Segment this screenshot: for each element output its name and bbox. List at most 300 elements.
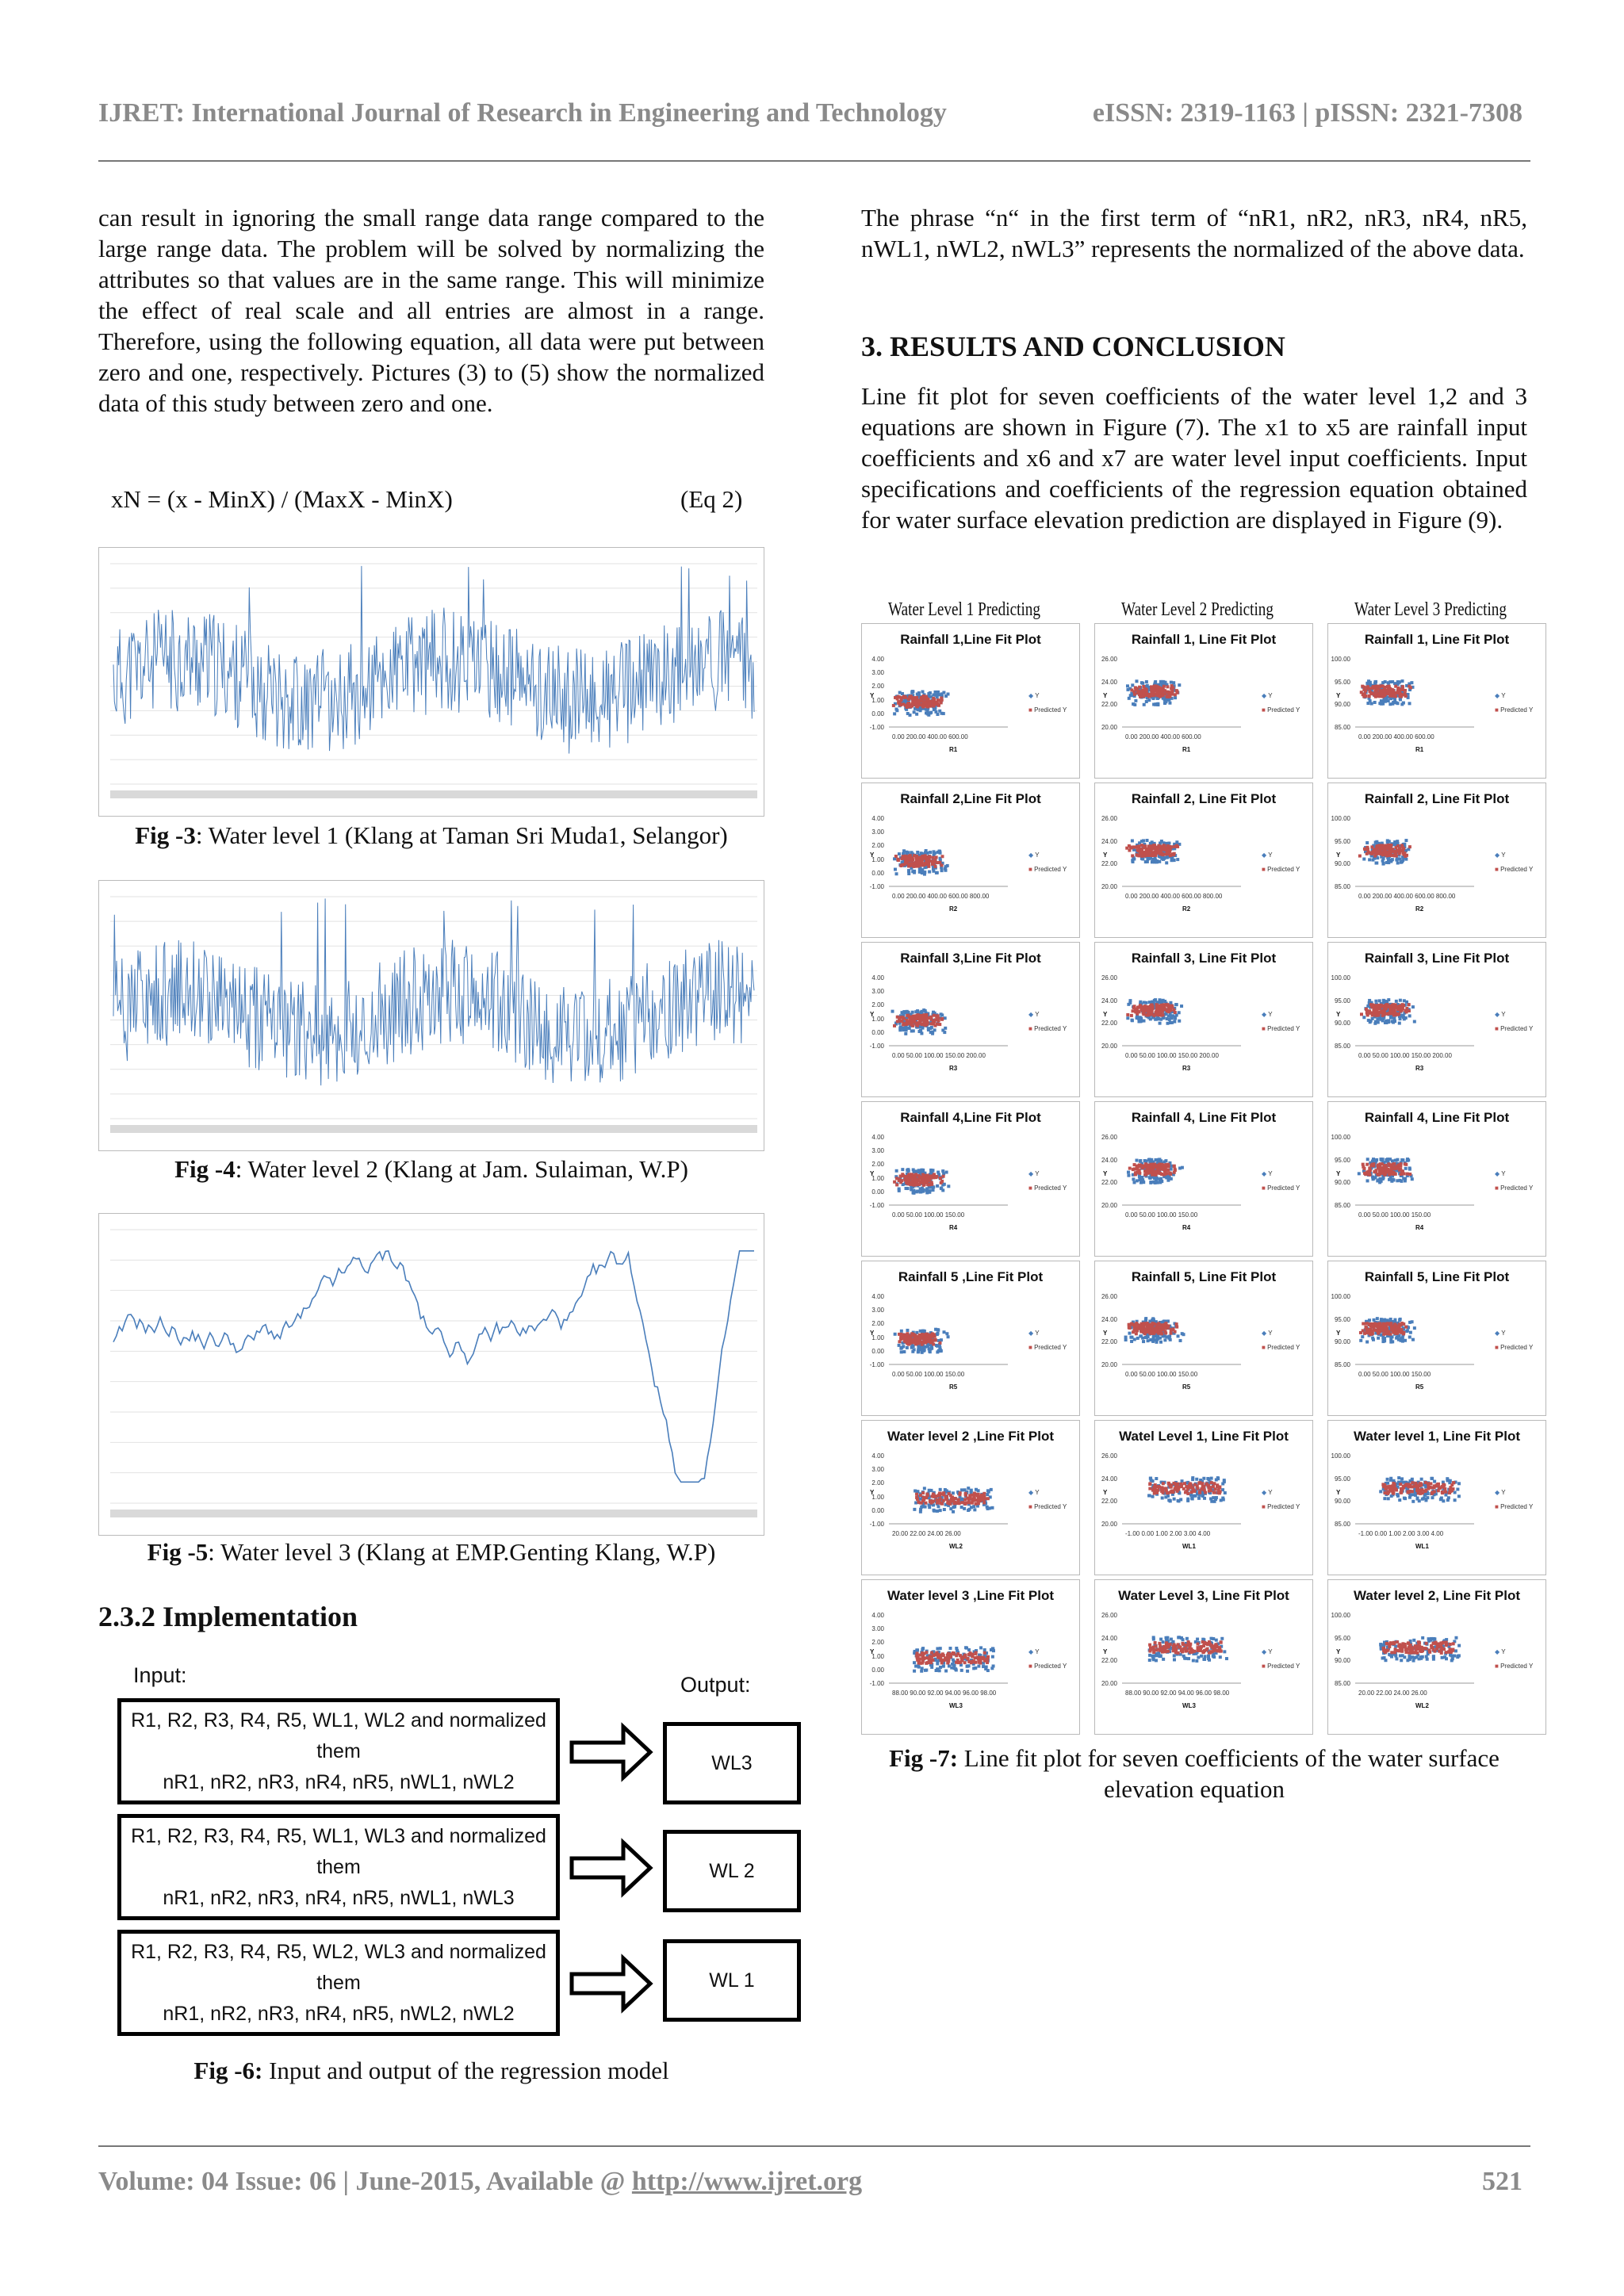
actual-point	[940, 1338, 943, 1341]
predicted-point	[964, 1494, 967, 1497]
predicted-point	[938, 861, 941, 864]
actual-point	[1163, 1335, 1166, 1338]
predicted-point	[1154, 1487, 1157, 1490]
actual-point	[1404, 1177, 1407, 1181]
actual-point	[1153, 1177, 1156, 1180]
predicted-point	[898, 1178, 901, 1181]
fig3-caption	[98, 820, 764, 851]
actual-point	[1187, 1657, 1190, 1660]
actual-point	[991, 1655, 994, 1659]
predicted-point	[1360, 1012, 1363, 1016]
x-tick-labels: -1.00 0.00 1.00 2.00 3.00 4.00	[1358, 1530, 1444, 1537]
predicted-point	[934, 865, 937, 868]
input-box-1-line2: nR1, nR2, nR3, nR4, nR5, nWL1, nWL2	[163, 1770, 515, 1793]
predicted-point	[1134, 846, 1137, 849]
predicted-point	[1174, 1330, 1177, 1334]
x-tick-labels: 0.00 50.00 100.00 150.00	[1125, 1211, 1198, 1219]
actual-point	[1398, 1022, 1401, 1025]
predicted-point	[907, 698, 910, 701]
plot-title: Water level 2 ,Line Fit Plot	[887, 1429, 1055, 1444]
predicted-point	[1208, 1490, 1211, 1493]
predicted-point	[1202, 1485, 1205, 1488]
line-fit-plot	[1094, 1261, 1313, 1416]
actual-point	[967, 1648, 971, 1651]
actual-point	[1399, 1318, 1402, 1321]
actual-point	[963, 1507, 966, 1510]
actual-point	[1215, 1639, 1218, 1642]
predicted-point	[930, 1651, 933, 1655]
predicted-point	[1154, 1483, 1157, 1487]
y-tick-label: 2.00	[871, 1001, 884, 1009]
actual-point	[1165, 861, 1168, 864]
predicted-point	[1385, 1326, 1388, 1330]
actual-point	[1170, 1165, 1173, 1168]
actual-point	[1372, 1177, 1375, 1181]
actual-point	[936, 1669, 939, 1672]
predicted-point	[963, 1661, 967, 1664]
scatter-plot	[889, 1134, 1048, 1221]
actual-point	[1168, 702, 1171, 705]
fig4-chart	[98, 880, 764, 1151]
predicted-point	[945, 1495, 948, 1498]
actual-point	[1373, 680, 1377, 683]
predicted-point	[921, 1651, 924, 1655]
scatter-plot	[889, 1452, 1048, 1540]
predicted-point	[1130, 846, 1133, 849]
actual-point	[1403, 1497, 1406, 1500]
y-tick-label: -1.00	[869, 1043, 884, 1050]
x-axis-label: R2	[949, 905, 958, 913]
x-axis-labels	[110, 790, 757, 798]
predicted-point	[1396, 1332, 1399, 1335]
y-tick-label: 0.00	[871, 1506, 884, 1514]
predicted-point	[1381, 1172, 1384, 1175]
actual-point	[921, 1330, 925, 1333]
actual-point	[1179, 1339, 1182, 1342]
arrow-right-icon	[572, 1843, 650, 1893]
y-tick-label: 26.00	[1101, 656, 1117, 663]
scatter-plot	[1355, 1134, 1514, 1221]
y-tick-label: 24.00	[1101, 837, 1117, 845]
x-axis-label: WL1	[1415, 1543, 1429, 1550]
actual-point	[1173, 859, 1176, 862]
predicted-point	[1450, 1488, 1453, 1491]
predicted-point	[1403, 851, 1406, 855]
actual-point	[1180, 1004, 1183, 1008]
predicted-point	[921, 1499, 925, 1502]
legend-predicted: ■ Predicted Y	[1262, 706, 1300, 714]
predicted-point	[1137, 1327, 1140, 1330]
legend-predicted: ■ Predicted Y	[1028, 1025, 1067, 1032]
predicted-point	[1180, 1483, 1183, 1486]
actual-point	[929, 851, 932, 854]
predicted-point	[1407, 1485, 1410, 1488]
actual-point	[1375, 1158, 1378, 1161]
actual-point	[948, 1647, 952, 1650]
predicted-point	[1146, 1006, 1149, 1009]
predicted-point	[1152, 851, 1155, 854]
actual-point	[913, 870, 916, 873]
actual-point	[929, 691, 932, 695]
actual-point	[914, 1665, 917, 1668]
x-axis-label: R1	[949, 746, 958, 753]
predicted-point	[927, 1016, 930, 1020]
predicted-point	[1383, 692, 1386, 695]
legend-actual: ◆ Y	[1028, 1170, 1040, 1177]
predicted-point	[1159, 852, 1162, 855]
actual-point	[1136, 1016, 1139, 1020]
x-tick-labels: 0.00 200.00 400.00 600.00 800.00	[1125, 893, 1223, 900]
actual-point	[1418, 1499, 1421, 1502]
predicted-point	[1151, 694, 1154, 697]
y-tick-label: 26.00	[1101, 1612, 1117, 1619]
actual-point	[1179, 1498, 1182, 1501]
predicted-point	[925, 1502, 928, 1505]
predicted-point	[1138, 1172, 1141, 1175]
y-tick-label: 95.00	[1334, 997, 1350, 1004]
predicted-point	[1404, 1162, 1407, 1165]
line-fit-plot	[861, 1101, 1080, 1257]
actual-point	[1382, 857, 1385, 860]
legend-predicted-label: Predicted Y	[1267, 1184, 1300, 1192]
legend-actual: ◆ Y	[1495, 1011, 1506, 1018]
x-tick-labels: 0.00 50.00 100.00 150.00 200.00	[1125, 1052, 1219, 1059]
predicted-point	[1207, 1486, 1210, 1489]
predicted-point	[929, 1022, 933, 1025]
y-tick-label: 4.00	[871, 1612, 884, 1619]
predicted-point	[1408, 845, 1411, 848]
actual-point	[1132, 702, 1135, 706]
equation: xN = (x - MinX) / (MaxX - MinX)	[111, 485, 453, 513]
predicted-point	[1170, 1004, 1173, 1008]
predicted-point	[983, 1651, 986, 1655]
predicted-point	[1169, 1172, 1172, 1175]
predicted-point	[916, 856, 919, 859]
predicted-point	[906, 1333, 909, 1336]
actual-point	[1421, 1498, 1424, 1501]
predicted-point	[1144, 1327, 1147, 1330]
predicted-point	[1402, 1485, 1405, 1488]
predicted-point	[948, 1502, 952, 1506]
actual-point	[1190, 1497, 1193, 1500]
y-tick-label: 85.00	[1334, 1521, 1350, 1528]
actual-point	[1396, 1483, 1399, 1486]
actual-point	[1142, 1181, 1145, 1184]
predicted-point	[1392, 1013, 1396, 1016]
predicted-point	[893, 1024, 896, 1027]
plot-title: Rainfall 1,Line Fit Plot	[900, 632, 1041, 647]
predicted-point	[955, 1502, 958, 1505]
predicted-point	[1163, 846, 1166, 849]
actual-point	[914, 1170, 917, 1173]
predicted-point	[971, 1652, 974, 1655]
predicted-point	[1150, 689, 1153, 692]
predicted-point	[1369, 1330, 1373, 1333]
predicted-point	[1423, 1490, 1426, 1493]
predicted-point	[979, 1660, 982, 1663]
actual-point	[940, 1013, 944, 1016]
x-axis-label: R3	[949, 1065, 958, 1072]
y-tick-label: -1.00	[869, 1521, 884, 1528]
predicted-point	[1371, 687, 1374, 690]
actual-point	[920, 851, 923, 855]
predicted-point	[940, 1180, 944, 1183]
actual-point	[1407, 1158, 1410, 1161]
legend-actual-label: Y	[1501, 851, 1506, 859]
predicted-point	[1379, 852, 1382, 855]
predicted-point	[1155, 1004, 1159, 1008]
predicted-point	[946, 1656, 949, 1659]
actual-point	[986, 1493, 989, 1496]
predicted-point	[1402, 847, 1405, 850]
actual-point	[900, 1350, 903, 1353]
y-tick-label: 4.00	[871, 1293, 884, 1300]
actual-point	[1398, 1498, 1401, 1502]
actual-point	[1426, 1496, 1429, 1499]
legend-actual: ◆ Y	[1495, 1330, 1506, 1337]
input-box-3-line1: R1, R2, R3, R4, R5, WL2, WL3 and normalized them	[131, 1940, 546, 1994]
predicted-point	[1157, 1164, 1160, 1167]
predicted-point	[1404, 689, 1407, 692]
predicted-point	[926, 1494, 929, 1497]
predicted-point	[1404, 1326, 1408, 1329]
predicted-point	[1398, 691, 1401, 695]
predicted-point	[1162, 1482, 1165, 1485]
actual-point	[1371, 1017, 1374, 1020]
actual-point	[932, 1188, 935, 1192]
actual-point	[1173, 1498, 1176, 1501]
predicted-point	[1393, 854, 1396, 857]
actual-point	[944, 869, 947, 872]
actual-point	[927, 1027, 930, 1030]
predicted-point	[1149, 1165, 1152, 1168]
actual-point	[1140, 1176, 1143, 1179]
legend-actual: ◆ Y	[1262, 1011, 1273, 1018]
actual-point	[1154, 682, 1157, 685]
predicted-point	[1156, 1489, 1159, 1492]
x-tick-labels: 0.00 200.00 400.00 600.00	[1358, 733, 1434, 740]
actual-point	[1409, 1331, 1412, 1334]
actual-point	[1385, 861, 1388, 864]
x-axis-labels	[110, 1125, 757, 1133]
actual-point	[1155, 860, 1158, 863]
predicted-point	[914, 1173, 917, 1176]
actual-point	[1405, 1001, 1408, 1004]
line-fit-plot	[861, 942, 1080, 1097]
actual-point	[913, 1670, 916, 1673]
actual-point	[1454, 1490, 1457, 1494]
actual-point	[916, 1189, 919, 1192]
predicted-point	[1150, 1010, 1153, 1013]
actual-point	[908, 1027, 911, 1030]
fig5-chart	[98, 1213, 764, 1536]
predicted-point	[1141, 695, 1144, 698]
predicted-point	[916, 1659, 919, 1662]
line-fit-plot	[1094, 1420, 1313, 1575]
right-paragraph-1: The phrase “n“ in the first term of “nR1, nR2, nR3, nR4, nR5, nWL1, nWL2, nWL3” represents the normalized of the above data.	[861, 204, 1527, 262]
predicted-point	[936, 701, 939, 704]
actual-point	[925, 1191, 929, 1194]
actual-point	[910, 1188, 913, 1191]
predicted-point	[1362, 1322, 1365, 1326]
fig4-number: Fig -4	[174, 1155, 236, 1183]
predicted-point	[1165, 1487, 1168, 1490]
actual-point	[894, 868, 897, 871]
y-axis-label: Y	[870, 1330, 875, 1337]
y-tick-label: 22.00	[1101, 1338, 1117, 1346]
actual-point	[1146, 684, 1149, 687]
actual-point	[1401, 679, 1404, 683]
actual-point	[1168, 1335, 1171, 1338]
predicted-point	[946, 1661, 949, 1664]
legend-actual-label: Y	[1035, 1489, 1040, 1496]
actual-point	[1167, 1015, 1170, 1018]
predicted-point	[1140, 848, 1143, 851]
actual-point	[895, 709, 898, 712]
predicted-point	[925, 860, 929, 863]
y-tick-label: 4.00	[871, 815, 884, 822]
actual-point	[1413, 1326, 1416, 1330]
predicted-point	[1385, 689, 1388, 692]
predicted-point	[1148, 1487, 1151, 1490]
predicted-point	[896, 1016, 899, 1019]
actual-point	[1400, 1158, 1404, 1161]
actual-point	[1411, 1177, 1414, 1181]
actual-point	[1155, 1341, 1159, 1344]
predicted-point	[1399, 694, 1402, 697]
predicted-point	[1170, 1332, 1173, 1335]
legend-predicted-label: Predicted Y	[1267, 866, 1300, 873]
plot-title: Rainfall 2,Line Fit Plot	[900, 791, 1041, 806]
y-tick-label: 20.00	[1101, 883, 1117, 890]
actual-point	[1189, 1494, 1193, 1497]
right-paragraph-2: Line fit plot for seven coefficients of the water level 1,2 and 3 equations are shown in Figure (7). The x1 to x5 are rainfall input coefficients and x6 and x7 are water level input coefficients. Input specifications and coefficients of the regression equation obtained for water surface elevation prediction are displayed in Figure (9).	[861, 382, 1527, 534]
predicted-point	[1373, 690, 1377, 693]
predicted-point	[1368, 695, 1371, 698]
actual-point	[1155, 1181, 1159, 1184]
legend-actual: ◆ Y	[1495, 1489, 1506, 1496]
predicted-point	[925, 857, 928, 860]
actual-point	[1366, 1158, 1369, 1161]
y-tick-label: 22.00	[1101, 1020, 1117, 1027]
actual-point	[977, 1489, 980, 1492]
predicted-point	[1133, 1163, 1136, 1166]
predicted-point	[1389, 1322, 1392, 1325]
water-level-series	[113, 1251, 754, 1483]
predicted-point	[925, 1334, 929, 1337]
actual-point	[1126, 688, 1129, 691]
legend-predicted-label: Predicted Y	[1034, 866, 1067, 873]
y-tick-label: 2.00	[871, 1161, 884, 1169]
y-tick-label: -1.00	[869, 1680, 884, 1687]
y-axis-label: Y	[1336, 1489, 1341, 1496]
legend-predicted-label: Predicted Y	[1034, 1663, 1067, 1670]
predicted-point	[1136, 853, 1139, 856]
actual-point	[1132, 1177, 1135, 1181]
predicted-point	[1170, 1329, 1173, 1332]
predicted-point	[986, 1658, 989, 1661]
predicted-point	[969, 1497, 972, 1500]
predicted-point	[1171, 686, 1174, 689]
predicted-point	[910, 1334, 914, 1337]
predicted-point	[1385, 1322, 1388, 1326]
predicted-point	[921, 1023, 924, 1026]
predicted-point	[959, 1654, 962, 1657]
actual-point	[977, 1665, 980, 1668]
actual-point	[940, 1187, 943, 1190]
predicted-point	[1401, 685, 1404, 688]
legend-predicted-label: Predicted Y	[1034, 706, 1067, 714]
predicted-point	[1145, 1163, 1148, 1166]
predicted-point	[1365, 1163, 1369, 1166]
predicted-point	[906, 1182, 910, 1185]
actual-point	[1140, 840, 1143, 843]
actual-point	[1197, 1497, 1201, 1500]
output-box-wl1: WL 1	[663, 1939, 801, 2022]
y-tick-label: 1.00	[871, 1652, 884, 1660]
predicted-point	[1398, 1004, 1401, 1008]
legend-predicted-label: Predicted Y	[1267, 1025, 1300, 1032]
y-axis-label: Y	[870, 1011, 875, 1018]
predicted-point	[904, 1176, 907, 1179]
predicted-point	[948, 1492, 951, 1495]
actual-point	[1201, 1494, 1205, 1498]
predicted-point	[933, 1335, 936, 1338]
predicted-point	[1379, 848, 1382, 851]
actual-point	[1148, 1176, 1151, 1179]
predicted-point	[929, 1016, 933, 1019]
x-tick-labels: 0.00 200.00 400.00 600.00	[1125, 733, 1201, 740]
actual-point	[1400, 702, 1404, 706]
predicted-point	[1398, 1325, 1401, 1328]
actual-point	[1389, 1016, 1392, 1019]
actual-point	[1411, 1338, 1415, 1341]
actual-point	[966, 1670, 969, 1673]
actual-point	[1136, 1337, 1139, 1340]
actual-point	[945, 1171, 948, 1174]
predicted-point	[1373, 851, 1376, 854]
predicted-point	[1163, 692, 1166, 695]
predicted-point	[917, 1183, 921, 1186]
predicted-point	[1366, 1013, 1369, 1016]
predicted-point	[1174, 1011, 1177, 1014]
actual-point	[1371, 1160, 1374, 1163]
actual-point	[983, 1648, 986, 1651]
predicted-point	[915, 696, 918, 699]
actual-point	[1175, 1003, 1178, 1006]
predicted-point	[1402, 1322, 1405, 1326]
predicted-point	[1146, 1322, 1149, 1325]
y-tick-label: 26.00	[1101, 1134, 1117, 1141]
predicted-point	[982, 1501, 986, 1504]
legend-actual: ◆ Y	[1495, 692, 1506, 699]
actual-point	[1362, 858, 1365, 861]
actual-point	[1374, 840, 1377, 844]
y-tick-label: 2.00	[871, 1320, 884, 1328]
actual-point	[1136, 1159, 1139, 1162]
actual-point	[1223, 1480, 1226, 1483]
predicted-point	[901, 863, 904, 867]
y-axis-label: Y	[1336, 1330, 1341, 1337]
actual-point	[921, 1667, 924, 1670]
predicted-point	[1441, 1491, 1444, 1494]
predicted-point	[926, 1661, 929, 1664]
actual-point	[967, 1487, 970, 1490]
predicted-point	[1437, 1483, 1440, 1486]
x-axis-label: R2	[1182, 905, 1191, 913]
predicted-point	[1134, 1171, 1137, 1174]
predicted-point	[1166, 1172, 1169, 1175]
